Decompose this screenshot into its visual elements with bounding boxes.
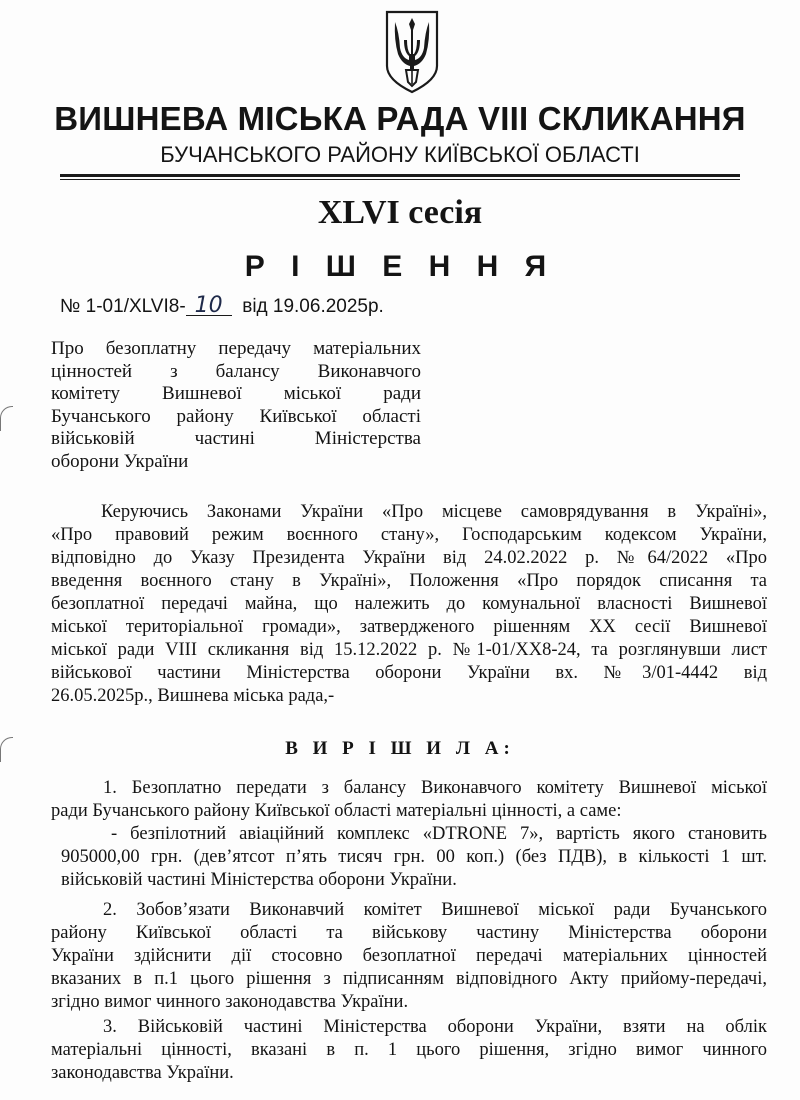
item-line: згідно вимог чинного законодавства України.	[51, 992, 409, 1012]
preamble-line: «Про правовий режим воєнного стану», Господарським кодексом України,	[51, 525, 767, 545]
preamble-line: Керуючись Законами України «Про місцеве самоврядування в Україні»,	[101, 502, 767, 522]
decision-item-1	[51, 777, 767, 892]
preamble-line: міської територіальної громади», затвердженого рішенням XX сесії Вишневої	[51, 617, 767, 637]
preamble-line: безоплатної передачі майна, що належить до комунальної власності Вишневої	[51, 594, 767, 614]
item-line: матеріальні цінності, вказані в п. 1 цього рішення, згідно вимог чинного	[51, 1040, 767, 1060]
council-subtitle: БУЧАНСЬКОГО РАЙОНУ КИЇВСЬКОЇ ОБЛАСТІ	[160, 142, 640, 167]
subject-line: комітету Вишневої міської ради	[51, 383, 421, 404]
preamble-line: відповідно до Указу Президента України від 24.02.2022 р. №64/2022 «Про	[51, 548, 767, 568]
item-line: ради Бучанського району Київської області матеріальні цінності, а саме:	[51, 801, 622, 821]
scan-margin-mark	[0, 737, 13, 762]
council-title: ВИШНЕВА МІСЬКА РАДА VIII СКЛИКАННЯ	[54, 100, 746, 137]
item-line: 905000,00 грн. (дев’ятсот п’ять тисяч грн. 00 коп.) (без ПДВ), в кількості 1 шт.	[61, 847, 767, 867]
item-line: 1. Безоплатно передати з балансу Виконавчого комітету Вишневої міської	[103, 778, 767, 798]
decision-item-2	[51, 899, 767, 1014]
item-line: військовій частині Міністерства оборони України.	[61, 870, 457, 890]
decision-number	[60, 293, 384, 318]
preamble-line: введення воєнного стану в Україні», Положення «Про порядок списання та	[51, 571, 767, 591]
decision-number-prefix: № 1-01/XLVI8-	[60, 296, 186, 317]
decision-date: від 19.06.2025р.	[242, 296, 384, 317]
preamble-line: військової частини Міністерства оборони України вх. №3/01-4442 від	[51, 663, 767, 683]
subject-line: оборони України	[51, 450, 189, 472]
item-line: України здійснити дії стосовно безоплатної передачі матеріальних цінностей	[51, 946, 767, 966]
item-line: законодавства України.	[51, 1063, 234, 1083]
decision-title: Р І Ш Е Н Н Я	[244, 250, 556, 283]
subject-line: цінностей з балансу Виконавчого	[51, 360, 421, 382]
handwritten-number: 10	[186, 297, 232, 316]
item-line: 3. Військовій частині Міністерства оборони України, взяти на облік	[103, 1017, 767, 1037]
item-line: - безпілотний авіаційний комплекс «DTRONE 7», вартість якого становить	[111, 824, 767, 844]
session-title: XLVI сесія	[317, 194, 483, 231]
item-line: 2. Зобов’язати Виконавчий комітет Вишневої міської ради Бучанського	[103, 900, 767, 920]
preamble-line: міської ради VIII скликання від 15.12.2022 р. №1-01/XX8-24, та розглянувши лист	[51, 640, 767, 660]
item-line: району Київської області та військову частину Міністерства оборони	[51, 923, 767, 943]
preamble	[51, 501, 767, 708]
subject-line: військовій частині Міністерства	[51, 428, 421, 449]
trident-coat-of-arms-icon	[384, 10, 440, 94]
item-line: вказаних в п.1 цього рішення з підписанням відповідного Акту прийому-передачі,	[51, 969, 767, 989]
scan-margin-mark	[0, 406, 13, 431]
subject-line: Про безоплатну передачу матеріальних	[51, 338, 421, 359]
resolved-heading: В И Р І Ш И Л А:	[285, 738, 515, 759]
subject-line: Бучанського району Київської області	[51, 405, 421, 427]
decision-subject	[51, 338, 421, 473]
preamble-line: 26.05.2025р., Вишнева міська рада,-	[51, 686, 335, 706]
header-divider	[60, 174, 740, 180]
decision-item-3	[51, 1016, 767, 1085]
